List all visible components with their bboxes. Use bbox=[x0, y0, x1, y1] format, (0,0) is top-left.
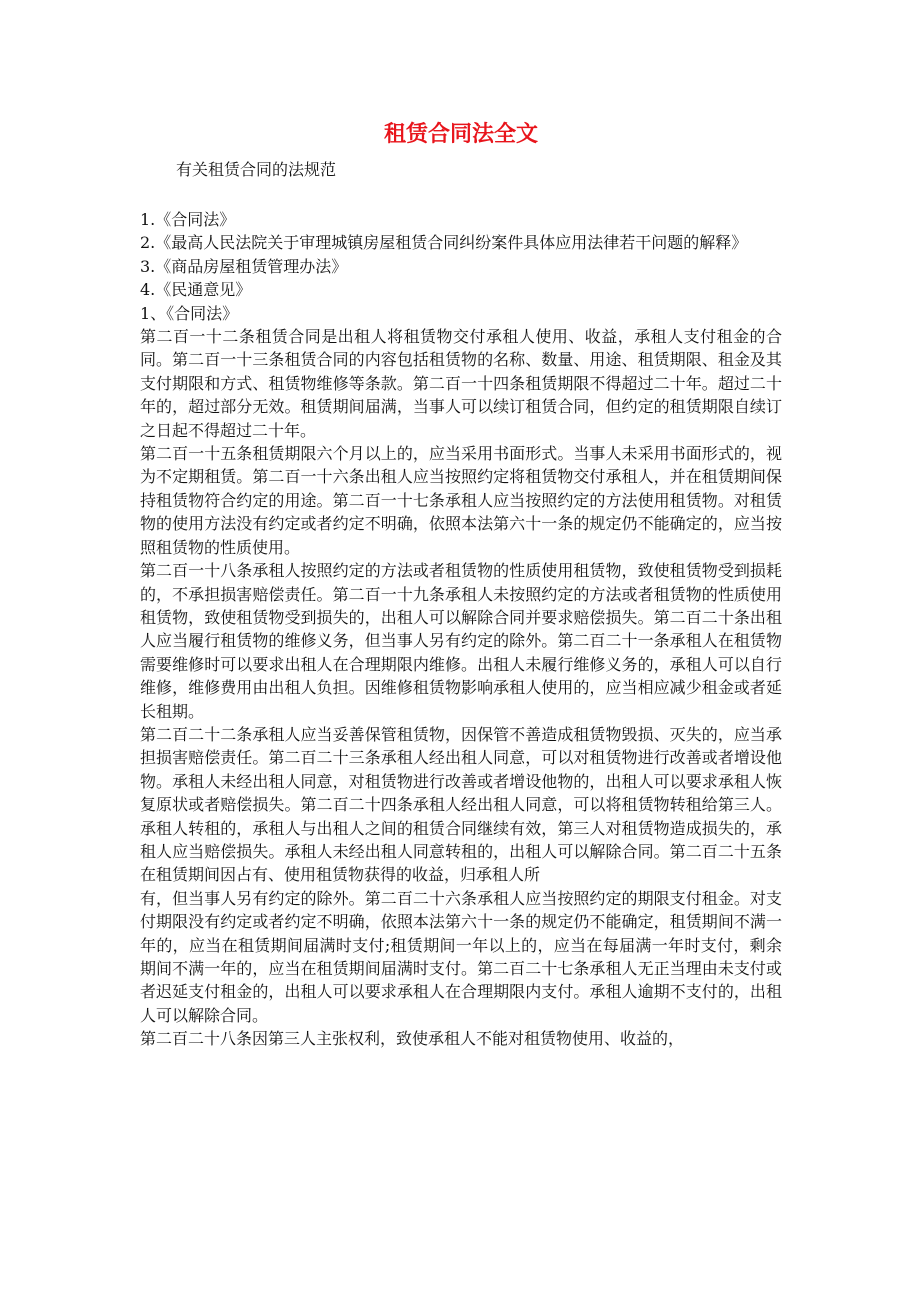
article-paragraph: 第二百二十二条承租人应当妥善保管租赁物，因保管不善造成租赁物毁损、灭失的，应当承担损害赔偿责任。第二百二十三条承租人经出租人同意，可以对租赁物进行改善或者增设他物。承租人未经出租人同意，对租赁物进行改善或者增设他物的，出租人可以要求承租人恢复原状或者赔偿损失。第二百二十四条承租人经出租人同意，可以将租赁物转租给第三人。承租人转租的，承租人与出租人之间的租赁合同继续有效，第三人对租赁物造成损失的，承租人应当赔偿损失。承租人未经出租人同意转租的，出租人可以解除合同。第二百二十五条在租赁期间因占有、使用租赁物获得的收益，归承租人所 bbox=[140, 724, 782, 885]
list-item: 3.《商品房屋租赁管理办法》 bbox=[140, 256, 348, 276]
document-page bbox=[140, 118, 782, 1051]
section-heading: 1、《合同法》 bbox=[140, 303, 239, 323]
document-title: 租赁合同法全文 bbox=[383, 122, 538, 147]
article-paragraph: 第二百二十八条因第三人主张权利，致使承租人不能对租赁物使用、收益的， bbox=[140, 1029, 685, 1049]
article-paragraph: 第二百一十五条租赁期限六个月以上的，应当采用书面形式。当事人未采用书面形式的，视为不定期租赁。第二百一十六条出租人应当按照约定将租赁物交付承租人，并在租赁期间保持租赁物符合约定的用途。第二百一十七条承租人应当按照约定的方法使用租赁物。对租赁物的使用方法没有约定或者约定不明确，依照本法第六十一条的规定仍不能确定的，应当按照租赁物的性质使用。 bbox=[140, 444, 782, 557]
article-paragraph: 有，但当事人另有约定的除外。第二百二十六条承租人应当按照约定的期限支付租金。对支付期限没有约定或者约定不明确，依照本法第六十一条的规定仍不能确定，租赁期间不满一年的，应当在租赁期间届满时支付;租赁期间一年以上的，应当在每届满一年时支付，剩余期间不满一年的，应当在租赁期间届满时支付。第二百二十七条承租人无正当理由未支付或者迟延支付租金的，出租人可以要求承租人在合理期限内支付。承租人逾期不支付的，出租人可以解除合同。 bbox=[140, 888, 782, 1025]
document-subtitle: 有关租赁合同的法规范 bbox=[176, 160, 337, 179]
list-item: 2.《最高人民法院关于审理城镇房屋租赁合同纠纷案件具体应用法律若干问题的解释》 bbox=[140, 233, 748, 253]
list-item: 4.《民通意见》 bbox=[140, 280, 252, 300]
list-item: 1.《合同法》 bbox=[140, 210, 236, 229]
article-paragraph: 第二百一十二条租赁合同是出租人将租赁物交付承租人使用、收益，承租人支付租金的合同。第二百一十三条租赁合同的内容包括租赁物的名称、数量、用途、租赁期限、租金及其支付期限和方式、租赁物维修等条款。第二百一十四条租赁期限不得超过二十年。超过二十年的，超过部分无效。租赁期间届满，当事人可以续订租赁合同，但约定的租赁期限自续订之日起不得超过二十年。 bbox=[140, 327, 782, 440]
article-paragraph: 第二百一十八条承租人按照约定的方法或者租赁物的性质使用租赁物，致使租赁物受到损耗的，不承担损害赔偿责任。第二百一十九条承租人未按照约定的方法或者租赁物的性质使用租赁物，致使租赁物受到损失的，出租人可以解除合同并要求赔偿损失。第二百二十条出租人应当履行租赁物的维修义务，但当事人另有约定的除外。第二百二十一条承租人在租赁物需要维修时可以要求出租人在合理期限内维修。出租人未履行维修义务的，承租人可以自行维修，维修费用由出租人负担。因维修租赁物影响承租人使用的，应当相应减少租金或者延长租期。 bbox=[140, 561, 782, 721]
document-body bbox=[140, 208, 782, 1051]
